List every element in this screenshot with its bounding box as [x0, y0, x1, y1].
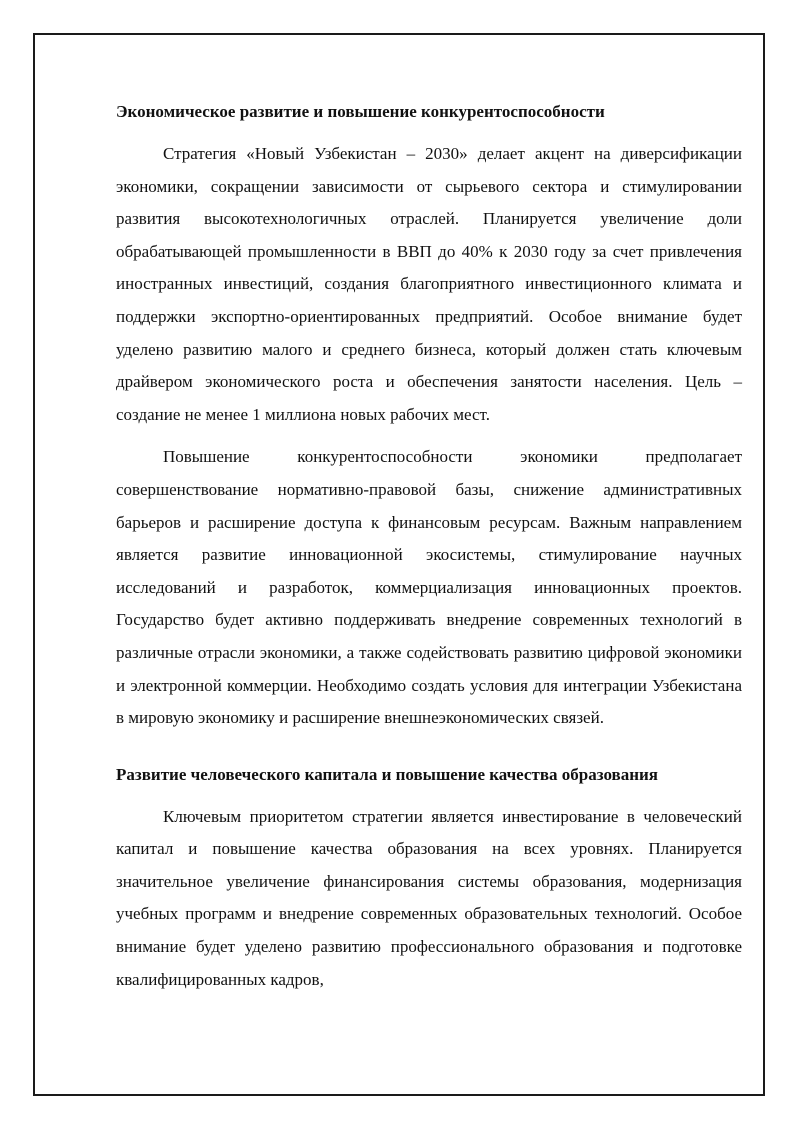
paragraph: Ключевым приоритетом стратегии является инвестирование в человеческий капитал и повышение качества образования на всех уровнях. Планируется значительное увеличение финансирования системы образования, модернизация учебных программ и внедрение современных образовательных технологий. Особое внимание будет уделено развитию профессионального образования и подготовке квалифицированных кадров, — [116, 806, 742, 989]
section-economic-development — [116, 96, 742, 735]
section-heading: Экономическое развитие и повышение конкурентоспособности — [116, 102, 605, 121]
section-human-capital — [116, 759, 742, 997]
document-body — [116, 96, 742, 996]
paragraph: Повышение конкурентоспособности экономики предполагает совершенствование нормативно-правовой базы, снижение административных барьеров и расширение доступа к финансовым ресурсам. Важным направлением является развитие инновационной экосистемы, стимулирование научных исследований и разработок, коммерциализация инновационных проектов. Государство будет активно поддерживать внедрение современных технологий в различные отрасли экономики, а также содействовать развитию цифровой экономики и электронной коммерции. Необходимо создать условия для интеграции Узбекистана в мировую экономику и расширение внешнеэкономических связей. — [116, 447, 742, 728]
paragraph: Стратегия «Новый Узбекистан – 2030» делает акцент на диверсификации экономики, сокращении зависимости от сырьевого сектора и стимулировании развития высокотехнологичных отраслей. Планируется увеличение доли обрабатывающей промышленности в ВВП до 40% к 2030 году за счет привлечения иностранных инвестиций, создания благоприятного инвестиционного климата и поддержки экспортно-ориентированных предприятий. Особое внимание будет уделено развитию малого и среднего бизнеса, который должен стать ключевым драйвером экономического роста и обеспечения занятости населения. Цель – создание не менее 1 миллиона новых рабочих мест. — [116, 144, 742, 424]
section-heading: Развитие человеческого капитала и повышение качества образования — [116, 764, 658, 784]
